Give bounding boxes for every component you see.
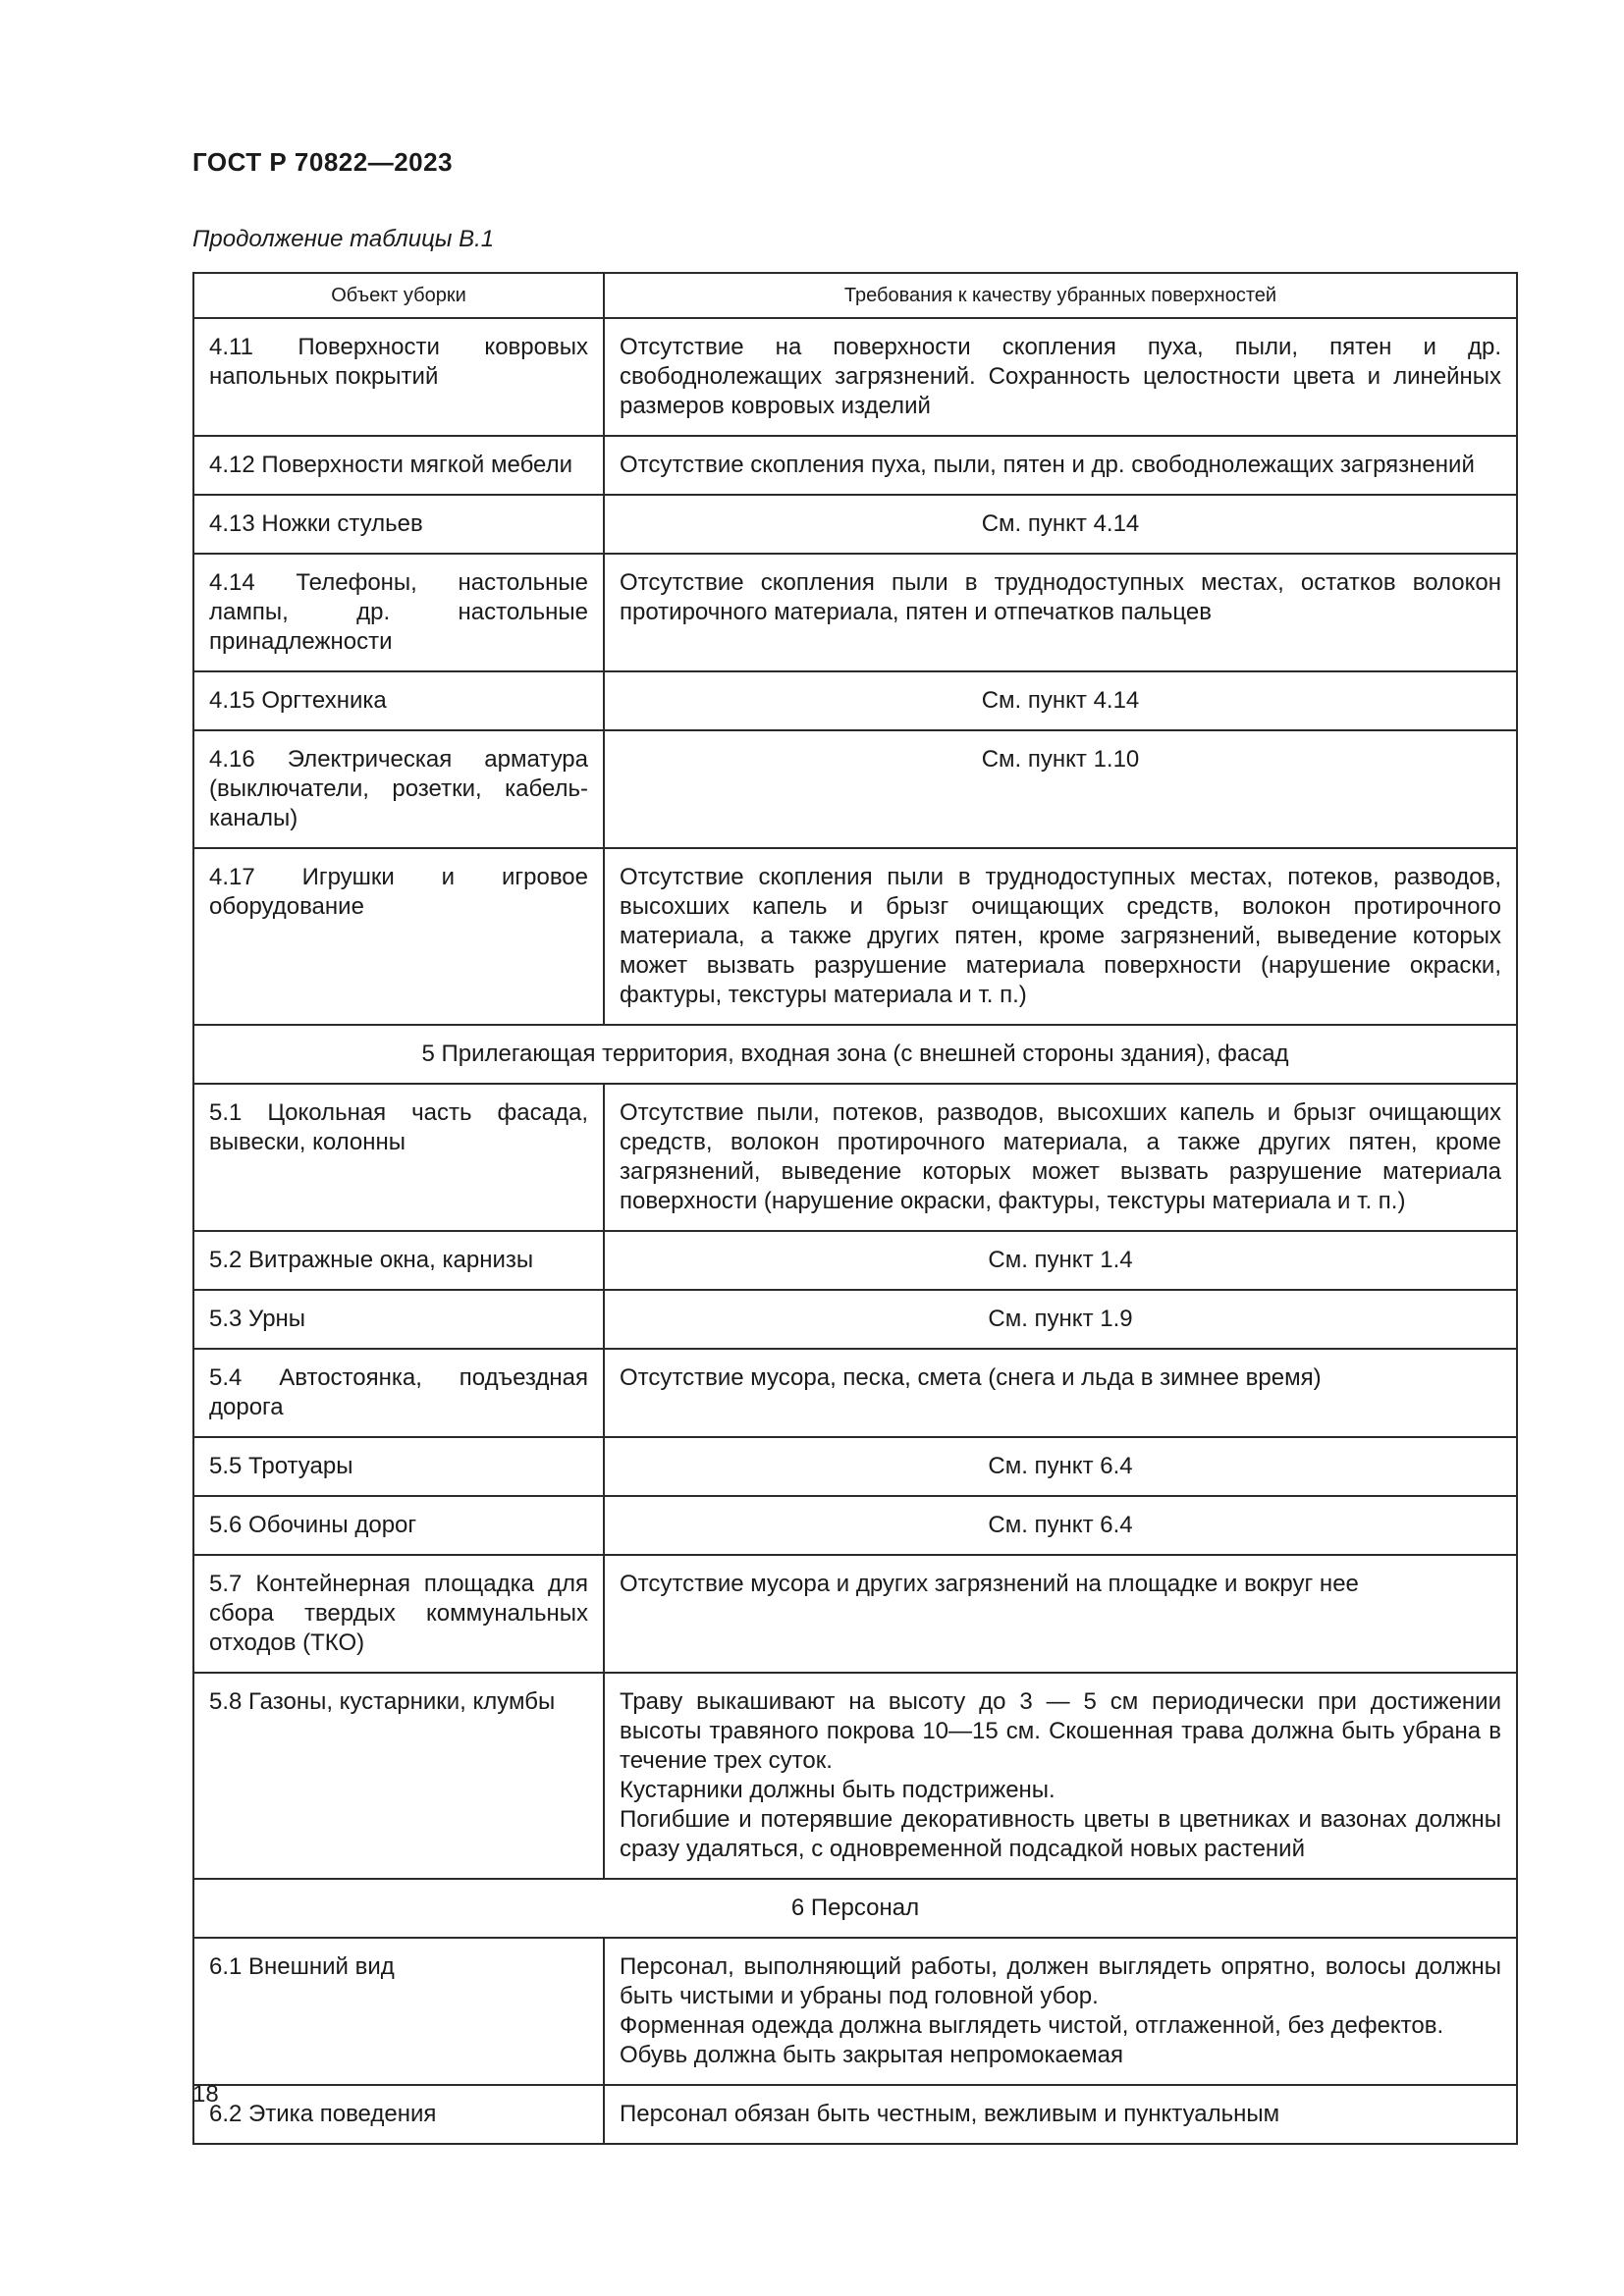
requirement-line: Обувь должна быть закрытая непромокаемая: [620, 2042, 1124, 2068]
requirement-text: [604, 318, 1517, 436]
requirement-reference: См. пункт 4.14: [604, 671, 1517, 730]
cleaning-object: 4.16 Электрическая арматура (выключатели, розетки, кабель-каналы): [193, 730, 604, 848]
column-header-object: Объект уборки: [193, 273, 604, 318]
table-row: [193, 1084, 1517, 1231]
table-header-row: [193, 273, 1517, 318]
requirement-line: Отсутствие скопления пыли в труднодоступных местах, остатков волокон протирочного материала, пятен и отпечатков пальцев: [620, 569, 1501, 625]
table-row: [193, 730, 1517, 848]
table-row: [193, 1349, 1517, 1437]
section-row: [193, 1879, 1517, 1938]
requirement-text: [604, 1084, 1517, 1231]
cleaning-object: 5.2 Витражные окна, карнизы: [193, 1231, 604, 1290]
requirement-line: Погибшие и потерявшие декоративность цветы в цветниках и вазонах должны сразу удаляться, с одновременной подсадкой новых растений: [620, 1806, 1501, 1862]
document-code: ГОСТ Р 70822—2023: [192, 147, 454, 177]
requirement-line: Отсутствие скопления пуха, пыли, пятен и др. свободнолежащих загрязнений: [620, 452, 1475, 478]
cleaning-object: 4.14 Телефоны, настольные лампы, др. настольные принадлежности: [193, 554, 604, 671]
table-body: [193, 318, 1517, 2144]
requirement-line: Персонал обязан быть честным, вежливым и пунктуальным: [620, 2101, 1280, 2127]
cleaning-object: 5.4 Автостоянка, подъездная дорога: [193, 1349, 604, 1437]
section-title: 5 Прилегающая территория, входная зона (с внешней стороны здания), фасад: [193, 1025, 1517, 1084]
requirement-text: [604, 1349, 1517, 1437]
requirement-text: [604, 848, 1517, 1025]
table-row: [193, 848, 1517, 1025]
cleaning-object: 6.1 Внешний вид: [193, 1938, 604, 2085]
table-row: [193, 1673, 1517, 1879]
table-row: [193, 554, 1517, 671]
cleaning-object: 5.3 Урны: [193, 1290, 604, 1349]
requirement-line: Отсутствие на поверхности скопления пуха, пыли, пятен и др. свободнолежащих загрязнений. Сохранность целостности цвета и линейных размеров ковровых изделий: [620, 334, 1501, 419]
requirement-reference: См. пункт 6.4: [604, 1437, 1517, 1496]
requirement-line: Отсутствие скопления пыли в труднодоступных местах, потеков, разводов, высохших капель и брызг очищающих средств, волокон протирочного материала, а также других пятен, кроме загрязнений, выведение которых может вызвать разрушение материала поверхности (нарушение окраски, фактуры, текстуры материала и т. п.): [620, 864, 1501, 1008]
cleaning-object: 6.2 Этика поведения: [193, 2085, 604, 2144]
table-row: [193, 318, 1517, 436]
requirement-reference: См. пункт 1.4: [604, 1231, 1517, 1290]
requirement-text: [604, 436, 1517, 495]
requirement-reference: См. пункт 4.14: [604, 495, 1517, 554]
cleaning-object: 4.13 Ножки стульев: [193, 495, 604, 554]
cleaning-object: 4.12 Поверхности мягкой мебели: [193, 436, 604, 495]
table-caption: Продолжение таблицы В.1: [192, 226, 495, 252]
cleaning-object: 5.8 Газоны, кустарники, клумбы: [193, 1673, 604, 1879]
requirement-line: Отсутствие пыли, потеков, разводов, высохших капель и брызг очищающих средств, волокон протирочного материала, а также других пятен, кроме загрязнений, выведение которых может вызвать разрушение материала поверхности (нарушение окраски, фактуры, текстуры материала и т. п.): [620, 1099, 1501, 1214]
requirement-reference: См. пункт 1.10: [604, 730, 1517, 848]
cleaning-object: 5.6 Обочины дорог: [193, 1496, 604, 1555]
page-number: 18: [192, 2081, 219, 2108]
table-row: [193, 1938, 1517, 2085]
requirement-text: [604, 554, 1517, 671]
requirement-text: [604, 1555, 1517, 1673]
table-row: [193, 495, 1517, 554]
table-row: [193, 1496, 1517, 1555]
table-row: [193, 671, 1517, 730]
requirement-line: Отсутствие мусора и других загрязнений на площадке и вокруг нее: [620, 1571, 1359, 1597]
requirement-reference: См. пункт 1.9: [604, 1290, 1517, 1349]
table-row: [193, 1231, 1517, 1290]
column-header-requirements: Требования к качеству убранных поверхностей: [604, 273, 1517, 318]
cleaning-object: 5.7 Контейнерная площадка для сбора твердых коммунальных отходов (ТКО): [193, 1555, 604, 1673]
cleaning-object: 5.5 Тротуары: [193, 1437, 604, 1496]
section-row: [193, 1025, 1517, 1084]
requirement-line: Отсутствие мусора, песка, смета (снега и льда в зимнее время): [620, 1364, 1322, 1391]
requirement-line: Кустарники должны быть подстрижены.: [620, 1777, 1056, 1803]
requirement-text: [604, 1938, 1517, 2085]
table-row: [193, 1555, 1517, 1673]
cleaning-object: 4.15 Оргтехника: [193, 671, 604, 730]
requirement-text: [604, 1673, 1517, 1879]
requirements-table: [192, 272, 1518, 2145]
table-row: [193, 436, 1517, 495]
requirement-line: Форменная одежда должна выглядеть чистой, отглаженной, без дефектов.: [620, 2012, 1444, 2039]
requirement-reference: См. пункт 6.4: [604, 1496, 1517, 1555]
requirement-line: Персонал, выполняющий работы, должен выглядеть опрятно, волосы должны быть чистыми и убраны под головной убор.: [620, 1953, 1501, 2009]
table-row: [193, 1437, 1517, 1496]
table-row: [193, 2085, 1517, 2144]
cleaning-object: 5.1 Цокольная часть фасада, вывески, колонны: [193, 1084, 604, 1231]
section-title: 6 Персонал: [193, 1879, 1517, 1938]
requirement-text: [604, 2085, 1517, 2144]
cleaning-object: 4.11 Поверхности ковровых напольных покрытий: [193, 318, 604, 436]
requirement-line: Траву выкашивают на высоту до 3 — 5 см периодически при достижении высоты травяного покрова 10—15 см. Скошенная трава должна быть убрана в течение трех суток.: [620, 1688, 1501, 1774]
cleaning-object: 4.17 Игрушки и игровое оборудование: [193, 848, 604, 1025]
table-row: [193, 1290, 1517, 1349]
